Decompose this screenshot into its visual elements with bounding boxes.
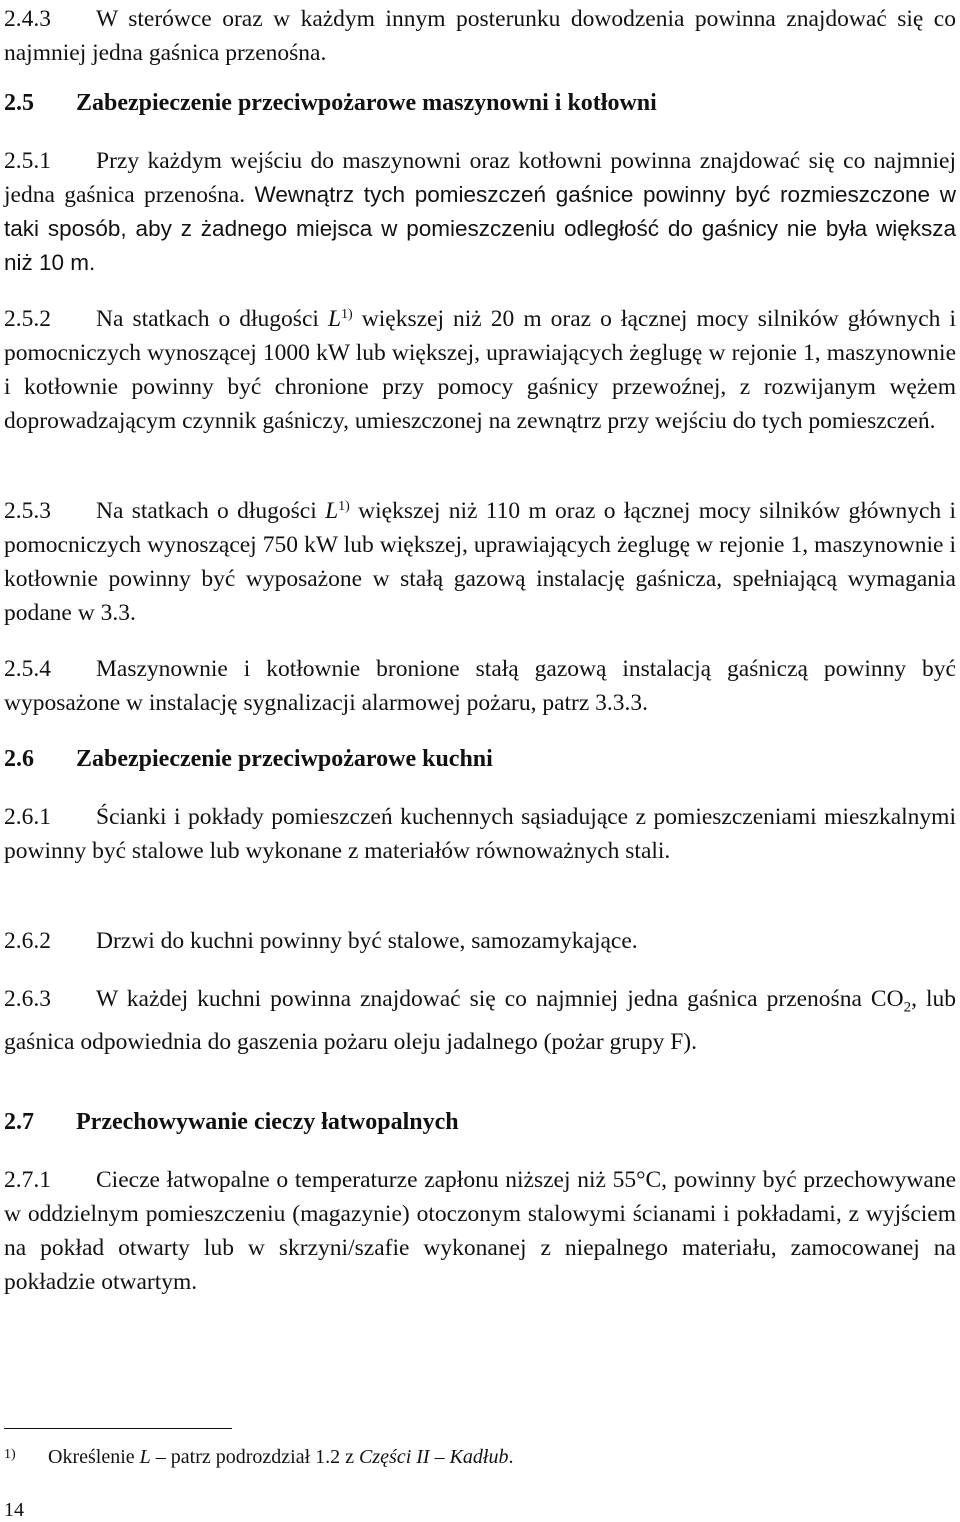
paragraph-text-sans: Wewnątrz tych pomieszczeń gaśnice powinny być rozmieszczone w taki sposób, aby z żadnego miejsca w pomieszczeniu odległość do gaśnicy nie była większa niż 10 m. (4, 182, 956, 275)
footnote-text: – patrz podrozdział 1.2 z (155, 1446, 355, 1468)
paragraph-2-4-3 (4, 2, 956, 70)
section-heading-2-5 (4, 86, 956, 120)
paragraph-number: 2.6.2 (4, 928, 51, 954)
paragraph-number: 2.5.2 (4, 306, 51, 332)
paragraph-number: 2.5.4 (4, 656, 51, 682)
paragraph-2-5-4 (4, 652, 956, 720)
paragraph-number: 2.6.3 (4, 986, 51, 1012)
paragraph-2-6-3 (4, 982, 956, 1059)
paragraph-2-5-3 (4, 494, 956, 630)
paragraph-text: Przy każdym wejściu do maszynowni oraz kotłowni powinna znajdować się co najmniej jedna gaśnica przenośna. (4, 148, 956, 208)
footnote-reference: Części II – Kadłub (359, 1446, 509, 1468)
footnote-ref: 1) (341, 307, 353, 322)
paragraph-number: 2.4.3 (4, 6, 51, 32)
paragraph-number: 2.7.1 (4, 1167, 51, 1193)
section-title: Zabezpieczenie przeciwpożarowe kuchni (76, 746, 493, 772)
paragraph-text: większej niż 20 m oraz o łącznej mocy silników głównych i pomocniczych wynoszącej 1000 kW lub większej, uprawiających żeglugę w rejonie 1, maszynownie i kotłownie powinny być chronione przy pomocy gaśnicy przewoźnej, z rozwijanym wężem doprowadzającym czynnik gaśniczy, umieszczonej na zewnątrz przy wejściu do tych pomieszczeń. (4, 306, 957, 434)
section-title: Przechowywanie cieczy łatwopalnych (76, 1109, 459, 1135)
paragraph-2-6-1 (4, 800, 956, 868)
section-number: 2.7 (4, 1109, 34, 1135)
paragraph-2-5-1 (4, 144, 956, 280)
paragraph-text: W sterówce oraz w każdym innym posterunku dowodzenia powinna znajdować się co najmniej jedna gaśnica przenośna. (4, 6, 956, 66)
paragraph-2-7-1 (4, 1163, 956, 1299)
length-variable: L (327, 306, 342, 332)
paragraph-number: 2.6.1 (4, 804, 51, 830)
footnote-text: Określenie (48, 1446, 135, 1468)
section-heading-2-7 (4, 1105, 956, 1139)
paragraph-2-6-2 (4, 924, 956, 958)
footnote (4, 1442, 513, 1472)
section-number: 2.5 (4, 90, 34, 116)
section-number: 2.6 (4, 746, 34, 772)
paragraph-text: Na statkach o długości (96, 498, 317, 524)
paragraph-text: Maszynownie i kotłownie bronione stałą gazową instalacją gaśniczą powinny być wyposażone w instalację sygnalizacji alarmowej pożaru, patrz 3.3.3. (4, 656, 956, 716)
paragraph-text: W każdej kuchni powinna znajdować się co najmniej jedna gaśnica przenośna CO (96, 986, 904, 1012)
paragraph-text: Ciecze łatwopalne o temperaturze zapłonu niższej niż 55°C, powinny być przechowywane w oddzielnym pomieszczeniu (magazynie) otoczonym stalowymi ścianami i pokładami, z wyjściem na pokład otwarty lub w skrzyni/szafie wykonanej z niepalnego materiału, zamocowanej na pokładzie otwartym. (4, 1167, 956, 1295)
section-heading-2-6 (4, 742, 956, 776)
subscript: 2 (903, 999, 912, 1016)
paragraph-2-5-2 (4, 302, 956, 438)
length-variable: L (325, 498, 339, 524)
paragraph-text: , lub gaśnica odpowiednia do gaszenia pożaru oleju jadalnego (pożar grupy F). (4, 986, 956, 1055)
footnote-mark: 1) (4, 1447, 16, 1462)
paragraph-number: 2.5.1 (4, 148, 51, 174)
paragraph-text: większej niż 110 m oraz o łącznej mocy silników głównych i pomocniczych wynoszącej 750 kW lub większej, uprawiających żeglugę w rejonie 1, maszynownie i kotłownie powinny być wyposażone w stałą gazową instalację gaśnicza, spełniającą wymagania podane w 3.3. (4, 498, 957, 626)
footnote-ref: 1) (338, 499, 350, 514)
paragraph-text: Ścianki i pokłady pomieszczeń kuchennych sąsiadujące z pomieszczeniami mieszkalnymi powinny być stalowe lub wykonane z materiałów równoważnych stali. (4, 804, 956, 864)
paragraph-text: Na statkach o długości (96, 306, 319, 332)
paragraph-text: Drzwi do kuchni powinny być stalowe, samozamykające. (96, 928, 638, 954)
paragraph-number: 2.5.3 (4, 498, 51, 524)
footnote-text: . (508, 1446, 514, 1468)
length-variable: L (139, 1446, 151, 1468)
footnote-divider (4, 1428, 232, 1429)
section-title: Zabezpieczenie przeciwpożarowe maszynowni i kotłowni (76, 90, 657, 116)
page-number: 14 (4, 1499, 24, 1521)
